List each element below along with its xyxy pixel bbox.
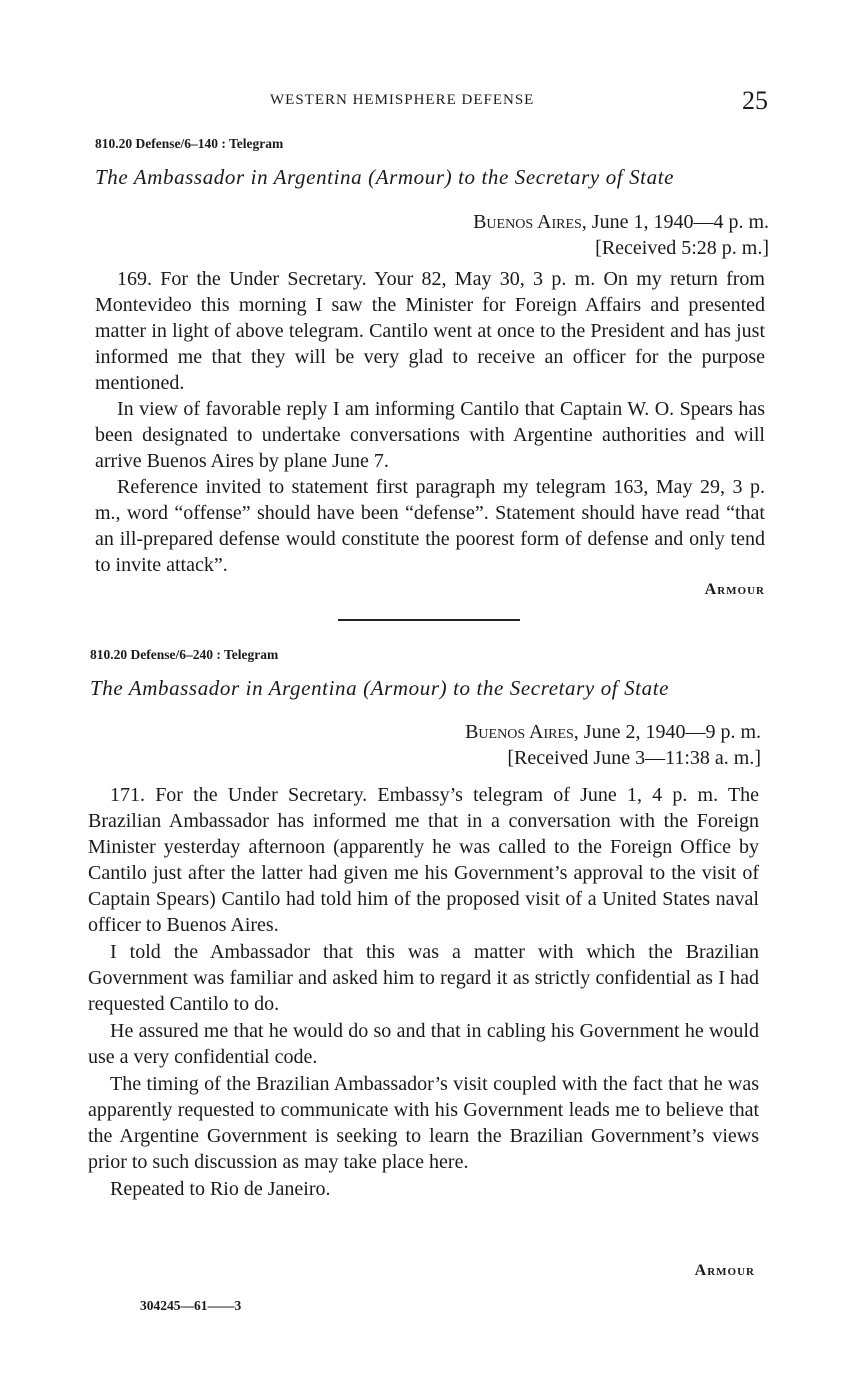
- file-reference-1: 810.20 Defense/6–140 : Telegram: [95, 136, 284, 151]
- dateline-place-1: Buenos Aires: [473, 211, 582, 233]
- paragraph: He assured me that he would do so and that in cabling his Government he would use a very confidential code.: [88, 1020, 759, 1068]
- signature-1: Armour: [704, 581, 765, 598]
- section-divider: [338, 619, 520, 621]
- document-title-1: The Ambassador in Argentina (Armour) to the Secretary of State: [95, 165, 675, 189]
- received-line-1: [Received 5:28 p. m.]: [595, 237, 769, 259]
- running-title: WESTERN HEMISPHERE DEFENSE: [270, 92, 535, 108]
- paragraph: 169. For the Under Secretary. Your 82, May 30, 3 p. m. On my return from Montevideo this morning I saw the Minister for Foreign Affairs and presented matter in light of above telegram. Cantilo went at once to the President and has just informed me that they will be very glad to receive an officer for the purpose mentioned.: [95, 268, 765, 394]
- file-reference-2: 810.20 Defense/6–240 : Telegram: [90, 647, 279, 662]
- page-number: 25: [742, 86, 768, 115]
- paragraph: 171. For the Under Secretary. Embassy’s telegram of June 1, 4 p. m. The Brazilian Ambassador has informed me that in a conversation with the Foreign Minister yesterday afternoon (apparently he was called to the Foreign Office by Cantilo just after the latter had given me his Government’s approval to the visit of Captain Spears) Cantilo had told him of the proposed visit of a United States naval officer to Buenos Aires.: [88, 784, 759, 936]
- paragraph: Reference invited to statement first paragraph my telegram 163, May 29, 3 p. m., word “offense” should have been “defense”. Statement should have read “that an ill-prepared defense would constitute the poorest form of defense and only tend to invite attack”.: [95, 476, 765, 576]
- signature-2: Armour: [694, 1262, 755, 1279]
- telegram-body-2: [88, 782, 759, 1202]
- paragraph: In view of favorable reply I am informing Cantilo that Captain W. O. Spears has been designated to undertake conversations with Argentine authorities and will arrive Buenos Aires by plane June 7.: [95, 398, 765, 472]
- paragraph: Repeated to Rio de Janeiro.: [110, 1178, 331, 1200]
- paragraph: The timing of the Brazilian Ambassador’s visit coupled with the fact that he was apparently requested to communicate with his Government leads me to believe that the Argentine Government is seeking to learn the Brazilian Government’s views prior to such discussion as may take place here.: [88, 1073, 759, 1173]
- dateline-1: [473, 209, 769, 261]
- telegram-body-1: [95, 266, 765, 578]
- document-title-2: The Ambassador in Argentina (Armour) to the Secretary of State: [90, 676, 670, 700]
- dateline-2: [465, 719, 761, 771]
- dateline-place-2: Buenos Aires: [465, 721, 574, 743]
- print-code: 304245—61——3: [140, 1298, 242, 1313]
- dateline-date-2: , June 2, 1940—9 p. m.: [573, 721, 761, 743]
- dateline-date-1: , June 1, 1940—4 p. m.: [581, 211, 769, 233]
- received-line-2: [Received June 3—11:38 a. m.]: [507, 747, 761, 769]
- paragraph: I told the Ambassador that this was a matter with which the Brazilian Government was familiar and asked him to regard it as strictly confidential as I had requested Cantilo to do.: [88, 941, 759, 1015]
